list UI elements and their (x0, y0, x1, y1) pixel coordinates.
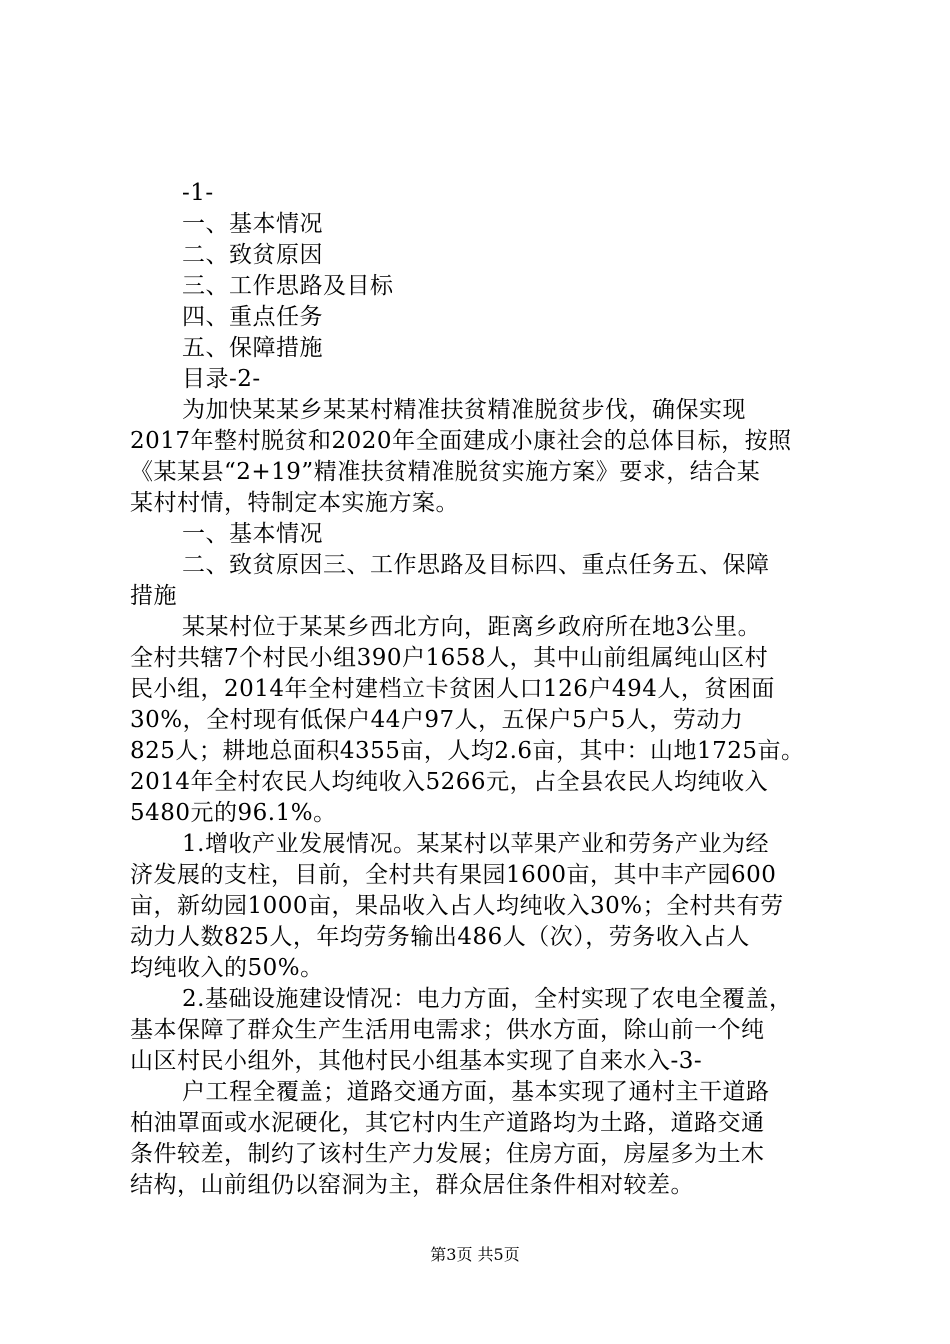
industry-line: 济发展的支柱，目前，全村共有果园1600亩，其中丰产园600 (130, 862, 777, 888)
section-heading: 一、基本情况 (182, 521, 323, 547)
infra-cont-line: 柏油罩面或水泥硬化，其它村内生产道路均为土路，道路交通 (130, 1110, 765, 1136)
intro-line: 为加快某某乡某某村精准扶贫精准脱贫步伐，确保实现 (182, 397, 746, 423)
industry-line: 1.增收产业发展情况。某某村以苹果产业和劳务产业为经 (182, 831, 769, 857)
industry-line: 均纯收入的50%。 (130, 955, 324, 981)
infra-cont-line: 条件较差，制约了该村生产力发展；住房方面，房屋多为土木 (130, 1141, 765, 1167)
toc-item: 一、基本情况 (182, 211, 323, 237)
toc-item: 五、保障措施 (182, 335, 323, 361)
basic-info-line: 2014年全村农民人均纯收入5266元，占全县农民人均纯收入 (130, 769, 769, 795)
section-heading-combined: 措施 (130, 583, 177, 609)
industry-line: 动力人数825人，年均劳务输出486人（次），劳务收入占人 (130, 924, 750, 950)
basic-info-line: 某某村位于某某乡西北方向，距离乡政府所在地3公里。 (182, 614, 762, 640)
intro-line: 《某某县“2+19”精准扶贫精准脱贫实施方案》要求，结合某 (130, 459, 761, 485)
toc-item: 二、致贫原因 (182, 242, 323, 268)
section-heading-combined: 二、致贫原因三、工作思路及目标四、重点任务五、保障 (182, 552, 770, 578)
basic-info-line: 5480元的96.1%。 (130, 800, 337, 826)
intro-line: 某村村情，特制定本实施方案。 (130, 490, 459, 516)
toc-item: 三、工作思路及目标 (182, 273, 394, 299)
basic-info-line: 全村共辖7个村民小组390户1658人，其中山前组属纯山区村 (130, 645, 769, 671)
infra-line: 山区村民小组外，其他村民小组基本实现了自来水入-3- (130, 1048, 703, 1074)
toc-item: 四、重点任务 (182, 304, 323, 330)
industry-line: 亩，新幼园1000亩，果品收入占人均纯收入30%；全村共有劳 (130, 893, 784, 919)
infra-cont-line: 结构，山前组仍以窑洞为主，群众居住条件相对较差。 (130, 1172, 694, 1198)
page-footer: 第3页 共5页 (430, 1245, 520, 1264)
infra-cont-line: 户工程全覆盖；道路交通方面，基本实现了通村主干道路 (182, 1079, 770, 1105)
infra-line: 2.基础设施建设情况：电力方面，全村实现了农电全覆盖， (182, 986, 793, 1012)
page-marker: 目录-2- (182, 366, 261, 392)
page-marker: -1- (182, 180, 214, 206)
intro-line: 2017年整村脱贫和2020年全面建成小康社会的总体目标，按照 (130, 428, 792, 454)
basic-info-line: 30%，全村现有低保户44户97人，五保户5户5人，劳动力 (130, 707, 744, 733)
infra-line: 基本保障了群众生产生活用电需求；供水方面，除山前一个纯 (130, 1017, 765, 1043)
basic-info-line: 民小组，2014年全村建档立卡贫困人口126户494人，贫困面 (130, 676, 775, 702)
document-body (130, 178, 830, 1201)
basic-info-line: 825人；耕地总面积4355亩，人均2.6亩，其中：山地1725亩。 (130, 738, 805, 764)
